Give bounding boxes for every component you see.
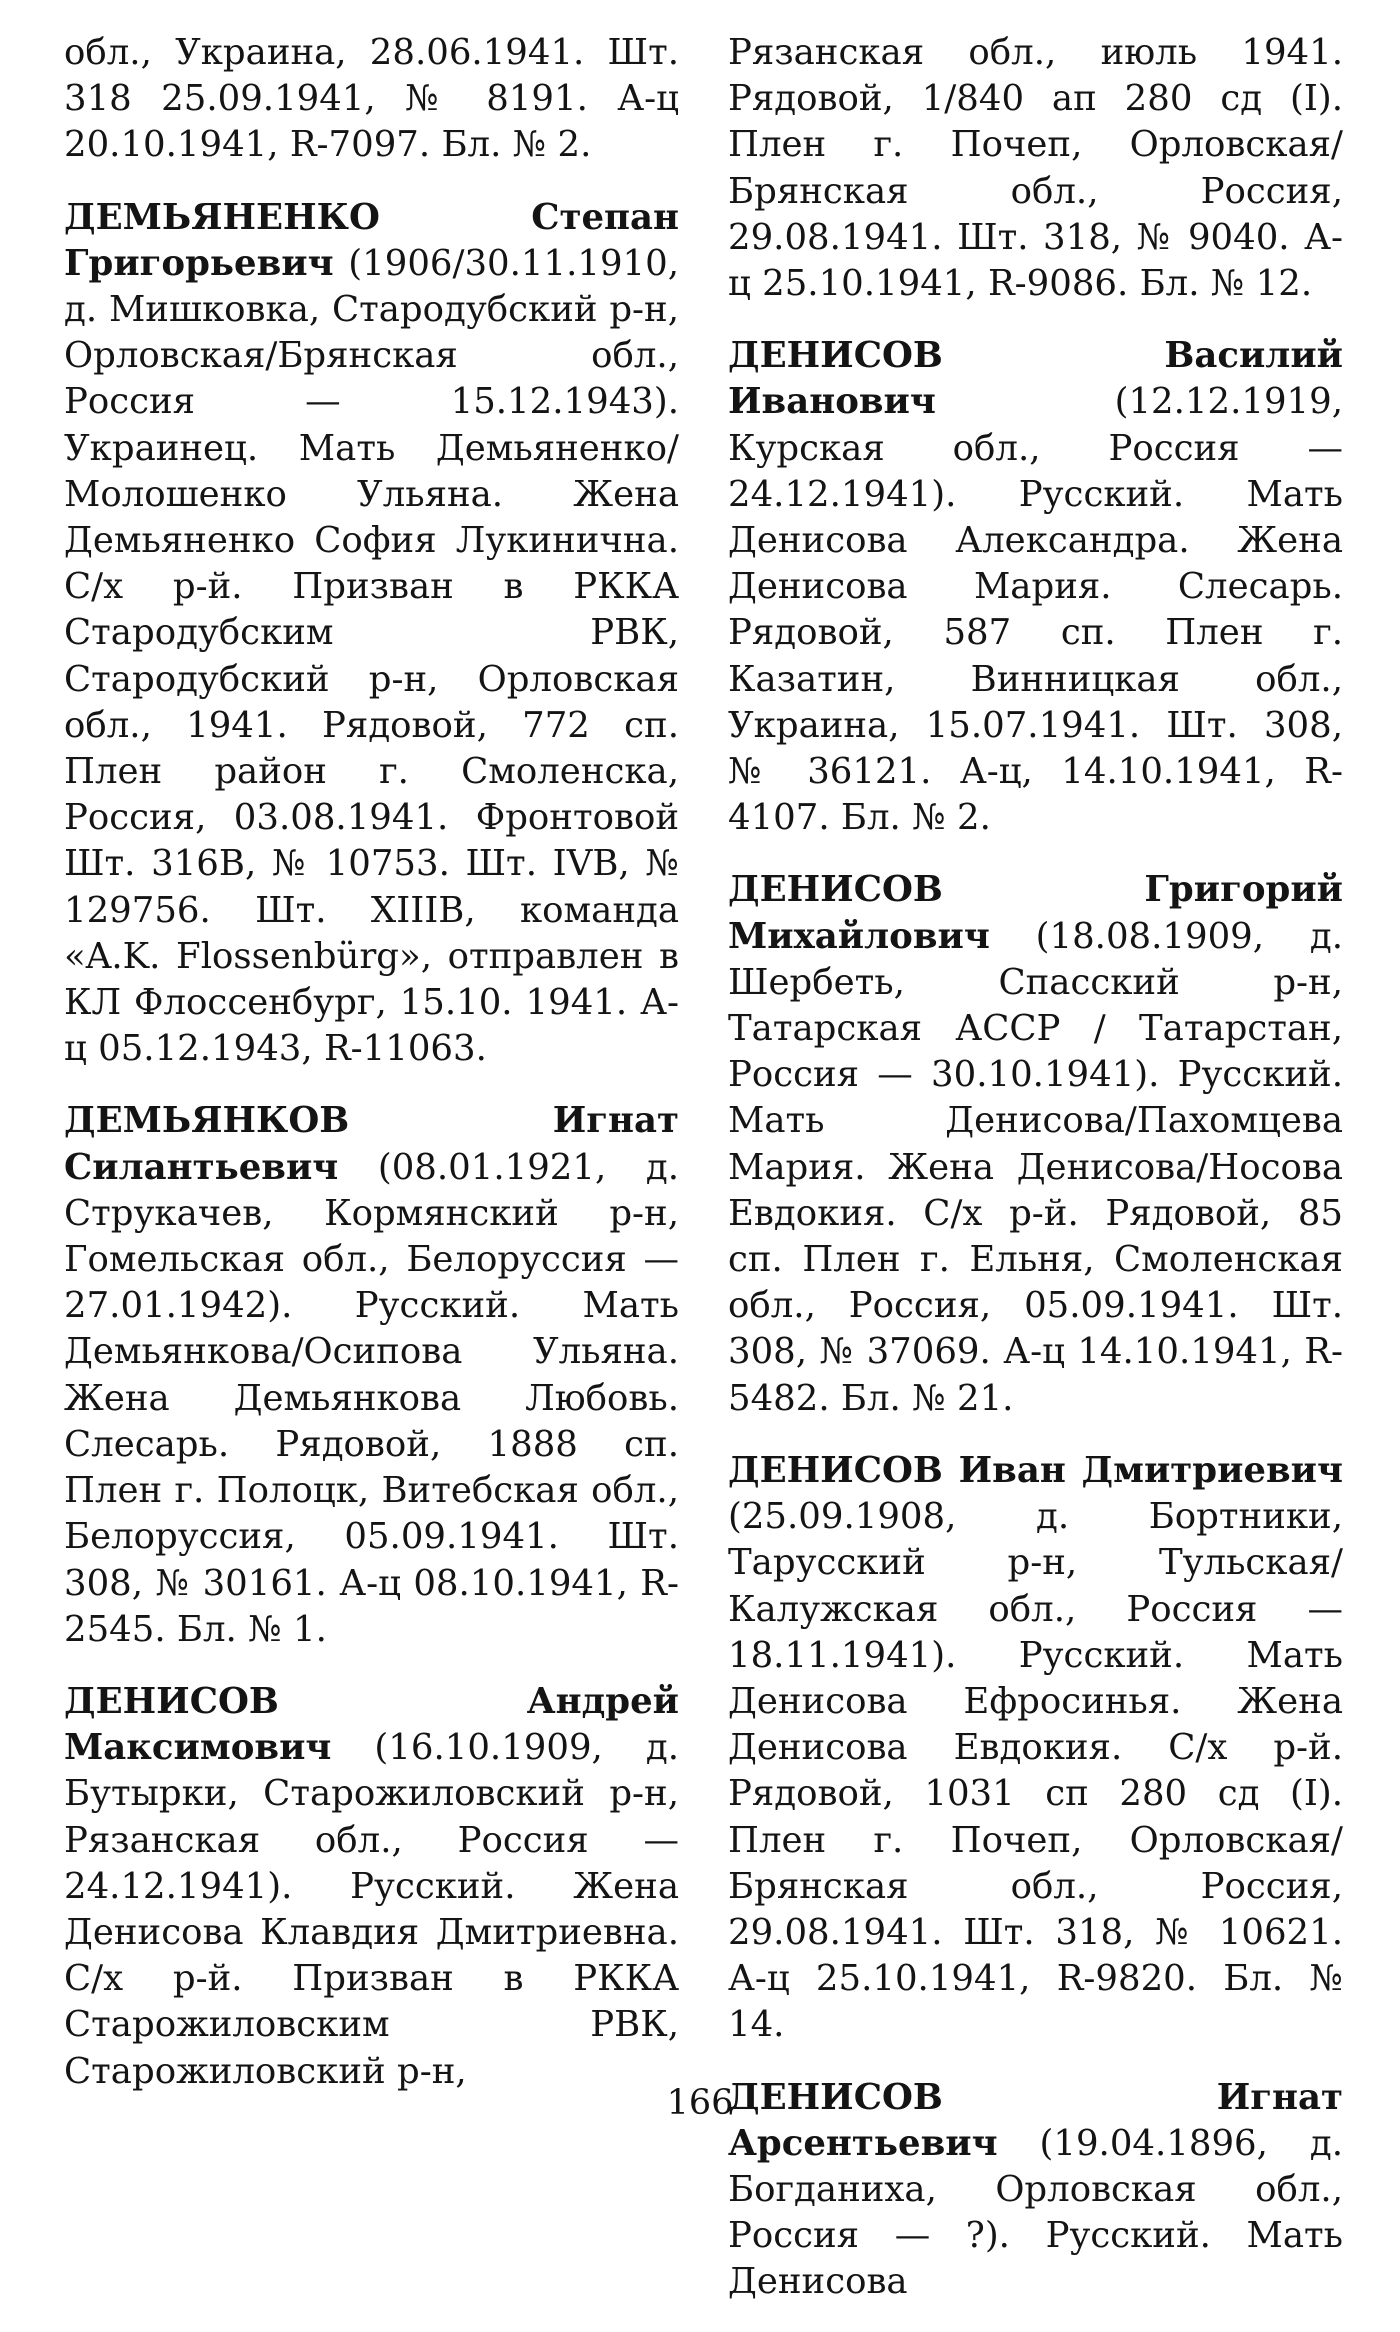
entry-name: ДЕМЬЯНЕНКО Степан Григорьевич [64, 196, 679, 284]
entry-text: обл., Украина, 28.06.1941. Шт. 318 25.09.1941, № 8191. А-ц 20.10.1941, R-7097. Бл. № 2. [64, 32, 679, 166]
left-column [64, 30, 679, 2121]
entry-name: ДЕМЬЯНКОВ Игнат Силантьевич [64, 1100, 679, 1188]
entry-name: ДЕНИСОВ Григорий Михайлович [728, 869, 1343, 957]
page-number: 166 [666, 2083, 734, 2123]
entry-text: (16.10.1909, д. Бутырки, Старожиловский р-н, Рязанская обл., Россия — 24.12.1941). Русский. Жена Денисова Клавдия Дмитриевна. С/х р-й. Призван в РККА Старожиловским РВК, Старожиловский р-н, [64, 1727, 679, 2092]
entry-text: (19.04.1896, д. Богданиха, Орловская обл., Россия — ?). Русский. Мать Денисова [728, 2122, 1343, 2303]
entry-denisov-andrey [64, 1679, 679, 2095]
entry-continuation [728, 30, 1343, 307]
right-column [728, 30, 1343, 2332]
entry-demyankov-ignat [64, 1098, 679, 1652]
entry-denisov-vasiliy [728, 333, 1343, 841]
entry-name: ДЕНИСОВ Игнат Арсентьевич [728, 2076, 1343, 2164]
entry-text: Рязанская обл., июль 1941. Рядовой, 1/840 ап 280 сд (I). Плен г. Почеп, Орловская/Брянская обл., Россия, 29.08.1941. Шт. 318, № 9040. А-ц 25.10.1941, R-9086. Бл. № 12. [728, 32, 1343, 305]
entry-name: ДЕНИСОВ Иван Дмитриевич [728, 1449, 1343, 1491]
entry-continuation [64, 30, 679, 169]
entry-text: (12.12.1919, Курская обл., Россия — 24.12.1941). Русский. Мать Денисова Александра. Жена Денисова Мария. Слесарь. Рядовой, 587 сп. Плен г. Казатин, Винницкая обл., Украина, 15.07.1941. Шт. 308, № 36121. А-ц, 14.10.1941, R-4107. Бл. № 2. [728, 381, 1343, 839]
entry-text: (1906/30.11.1910, д. Мишковка, Стародубский р-н, Орловская/Брянская обл., Россия — 15.12.1943). Украинец. Мать Демьяненко/Молошенко Ульяна. Жена Демьяненко София Лукинична. С/х р-й. Призван в РККА Стародубским РВК, Стародубский р-н, Орловская обл., 1941. Рядовой, 772 сп. Плен район г. Смоленска, Россия, 03.08.1941. Фронтовой Шт. 316B, № 10753. Шт. IVB, № 129756. Шт. XIIIB, команда «A.K. Flossenbürg», отправлен в КЛ Флоссенбург, 15.10. 1941. А-ц 05.12.1943, R-11063. [64, 242, 679, 1070]
entry-demyanenko-stepan [64, 195, 679, 1073]
entry-denisov-grigoriy [728, 867, 1343, 1421]
entry-text: (18.08.1909, д. Шербеть, Спасский р-н, Татарская АССР / Татарстан, Россия — 30.10.1941). Русский. Мать Денисова/Пахомцева Мария. Жена Денисова/Носова Евдокия. С/х р-й. Рядовой, 85 сп. Плен г. Ельня, Смоленская обл., Россия, 05.09.1941. Шт. 308, № 37069. А-ц 14.10.1941, R-5482. Бл. № 21. [728, 915, 1343, 1419]
entry-name: ДЕНИСОВ Василий Иванович [728, 335, 1343, 423]
entry-denisov-ivan [728, 1448, 1343, 2049]
entry-text: (08.01.1921, д. Струкачев, Кормянский р-н, Гомельская обл., Белоруссия — 27.01.1942). Русский. Мать Демьянкова/Осипова Ульяна. Жена Демьянкова Любовь. Слесарь. Рядовой, 1888 сп. Плен г. Полоцк, Витебская обл., Белоруссия, 05.09.1941. Шт. 308, № 30161. А-ц 08.10.1941, R-2545. Бл. № 1. [64, 1146, 679, 1650]
entry-text: (25.09.1908, д. Бортники, Тарусский р-н, Тульская/Калужская обл., Россия — 18.11.1941). Русский. Мать Денисова Ефросинья. Жена Денисова Евдокия. С/х р-й. Рядовой, 1031 сп 280 сд (I). Плен г. Почеп, Орловская/Брянская обл., Россия, 29.08.1941. Шт. 318, № 10621. А-ц 25.10.1941, R-9820. Бл. № 14. [728, 1496, 1343, 2046]
entry-name: ДЕНИСОВ Андрей Максимович [64, 1680, 679, 1769]
